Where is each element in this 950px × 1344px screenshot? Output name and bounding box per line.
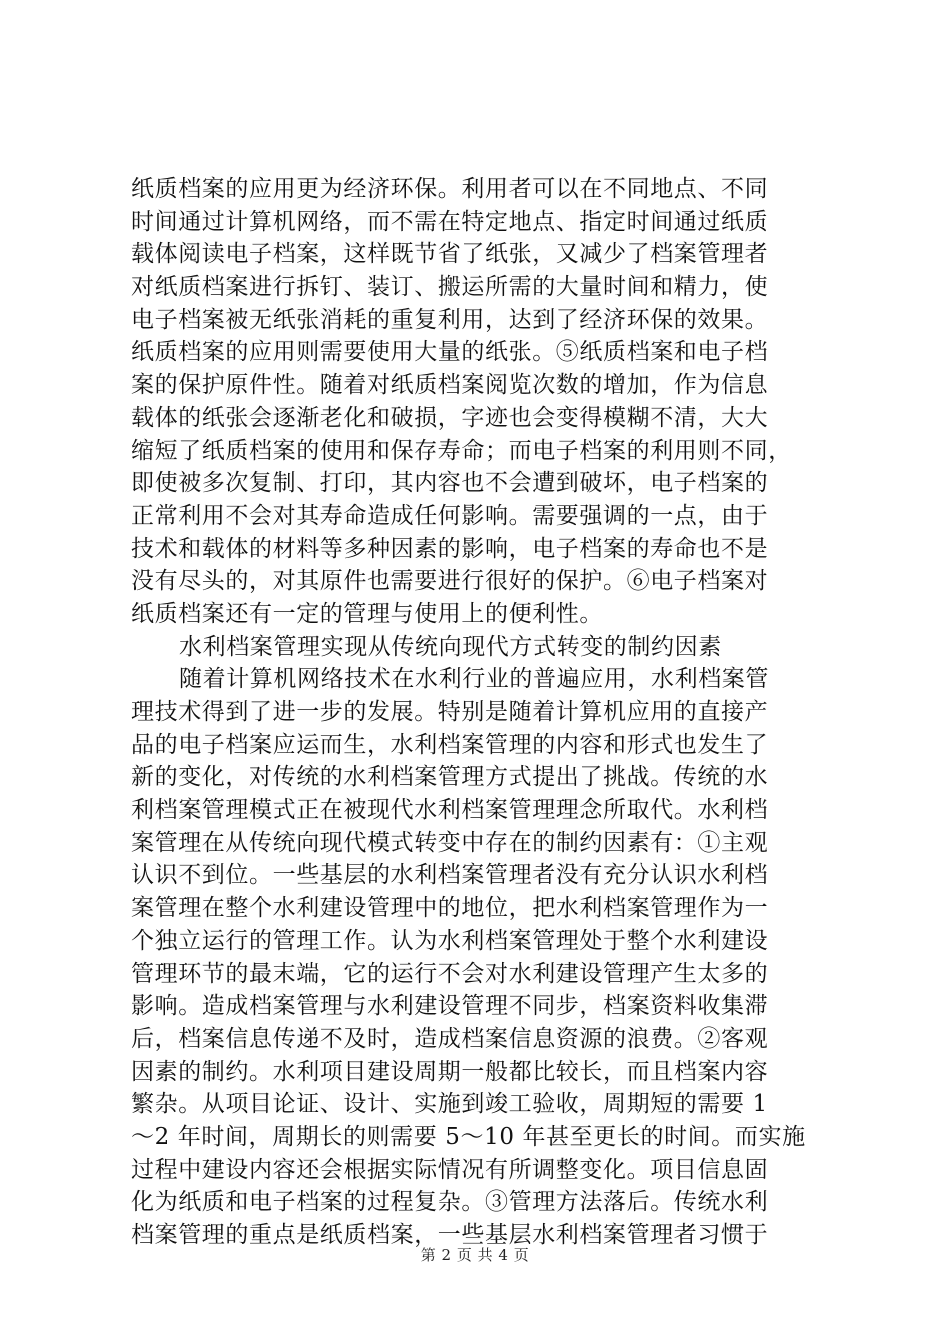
text-line: 新的变化，对传统的水利档案管理方式提出了挑战。传统的水 bbox=[131, 764, 769, 791]
text-line: 载体的纸张会逐渐老化和破损，字迹也会变得模糊不清，大大 bbox=[131, 404, 769, 431]
text-line: 随着计算机网络技术在水利行业的普遍应用，水利档案管 bbox=[179, 666, 769, 693]
text-line: 正常利用不会对其寿命造成任何影响。需要强调的一点，由于 bbox=[131, 502, 769, 529]
text-line: 对纸质档案进行拆钉、装订、搬运所需的大量时间和精力，使 bbox=[131, 274, 769, 301]
text-line: 案管理在从传统向现代模式转变中存在的制约因素有：①主观 bbox=[131, 829, 769, 856]
text-line: 案管理在整个水利建设管理中的地位，把水利档案管理作为一 bbox=[131, 895, 769, 922]
text-line: 即使被多次复制、打印，其内容也不会遭到破坏，电子档案的 bbox=[131, 470, 769, 497]
text-line: 电子档案被无纸张消耗的重复利用，达到了经济环保的效果。 bbox=[131, 306, 769, 333]
text-line: 品的电子档案应运而生，水利档案管理的内容和形式也发生了 bbox=[131, 731, 769, 758]
text-line: 纸质档案的应用更为经济环保。利用者可以在不同地点、不同 bbox=[131, 176, 769, 202]
text-line: 因素的制约。水利项目建设周期一般都比较长，而且档案内容 bbox=[131, 1058, 769, 1085]
document-body bbox=[131, 173, 831, 1252]
text-line: 繁杂。从项目论证、设计、实施到竣工验收，周期短的需要 1 bbox=[131, 1091, 768, 1118]
text-line: 没有尽头的，对其原件也需要进行很好的保护。⑥电子档案对 bbox=[131, 568, 769, 595]
section-heading: 水利档案管理实现从传统向现代方式转变的制约因素 bbox=[179, 633, 722, 660]
text-line: 个独立运行的管理工作。认为水利档案管理处于整个水利建设 bbox=[131, 927, 769, 954]
text-line: 纸质档案还有一定的管理与使用上的便利性。 bbox=[131, 600, 603, 627]
text-line: 管理环节的最末端，它的运行不会对水利建设管理产生太多的 bbox=[131, 960, 769, 987]
text-line: 过程中建设内容还会根据实际情况有所调整变化。项目信息固 bbox=[131, 1156, 769, 1183]
text-line: 利档案管理模式正在被现代水利档案管理理念所取代。水利档 bbox=[131, 797, 769, 824]
text-line: 缩短了纸质档案的使用和保存寿命；而电子档案的利用则不同， bbox=[131, 437, 792, 464]
text-line: 技术和载体的材料等多种因素的影响，电子档案的寿命也不是 bbox=[131, 535, 769, 562]
text-line: 影响。造成档案管理与水利建设管理不同步，档案资料收集滞 bbox=[131, 993, 769, 1020]
text-line: 认识不到位。一些基层的水利档案管理者没有充分认识水利档 bbox=[131, 862, 769, 889]
text-line: ～2 年时间，周期长的则需要 5～10 年甚至更长的时间。而实施 bbox=[131, 1123, 806, 1150]
text-line: 档案管理的重点是纸质档案，一些基层水利档案管理者习惯于 bbox=[131, 1222, 769, 1248]
text-line: 理技术得到了进一步的发展。特别是随着计算机应用的直接产 bbox=[131, 699, 769, 725]
page-number-footer: 第 2 页 共 4 页 bbox=[420, 1246, 530, 1264]
text-line: 案的保护原件性。随着对纸质档案阅览次数的增加，作为信息 bbox=[131, 372, 769, 399]
text-line: 载体阅读电子档案，这样既节省了纸张，又减少了档案管理者 bbox=[131, 241, 769, 268]
text-line: 时间通过计算机网络，而不需在特定地点、指定时间通过纸质 bbox=[131, 208, 769, 235]
text-line: 后，档案信息传递不及时，造成档案信息资源的浪费。②客观 bbox=[131, 1025, 769, 1052]
text-line: 化为纸质和电子档案的过程复杂。③管理方法落后。传统水利 bbox=[131, 1189, 769, 1216]
text-line: 纸质档案的应用则需要使用大量的纸张。⑤纸质档案和电子档 bbox=[131, 339, 769, 366]
